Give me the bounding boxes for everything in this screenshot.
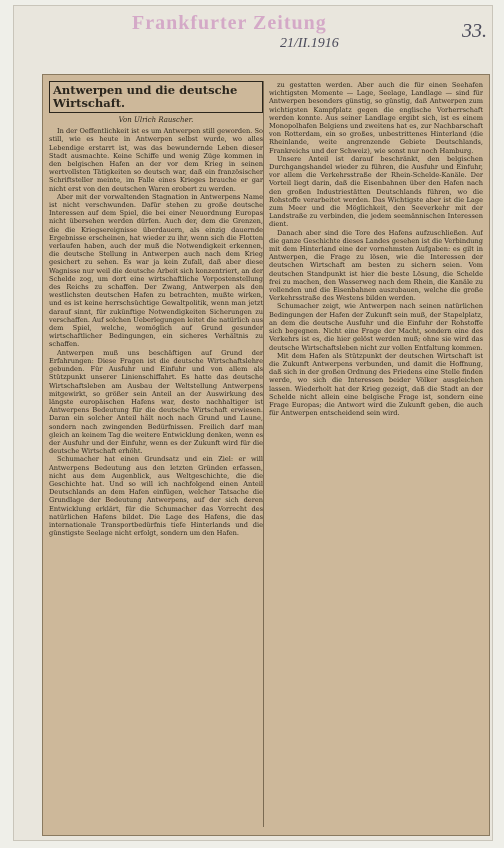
article-paragraph: Schumacher hat einen Grundsatz und ein Ziel: er will Antwerpens Bedeutung aus den letzten Gründen erfassen, nicht aus dem Augenblick, aus Weltgeschichte, die die Geschichte hat. Und so will ich nachfolgend einen Anteil Deutschlands an dem Hafen einfügen, welcher Tatsache die Grundlage der Bedeutung Antwerpens, auf der sich deren Entwicklung erklärt, für die Schumacher das Vorrecht des natürlichen Hafens bildet. Die Lage des Hafens, die das internationale Transportbedürfnis tiefe Hinterlands und die günstigste Seelage nicht erfolgt, sondern um den Hafen.: [49, 455, 263, 538]
handwritten-number: 33.: [462, 20, 487, 42]
article-paragraph: zu gestatten werden. Aber auch die für einen Seehafen wichtigsten Momente — Lage, Seelage, Landlage — sind für Antwerpen besonders günstig, so günstig, daß Antwerpen zum wichtigsten Kampfplatz gegen die englische Vorherrschaft werden konnte. Aus seiner Landlage ergibt sich, ist es einem Monopolhafen Belgiens und zweitens hat es, zur Nachbarschaft von Rotterdam, ein so großes, unbestrittenes Hinterland (die Rheinlande, weite angrenzende Gebiete Deutschlands, Frankreichs und der Schweiz), wie sonst nur noch Hamburg.: [269, 81, 483, 155]
article-column-left: [49, 81, 263, 827]
newspaper-masthead-stamp: Frankfurter Zeitung: [132, 12, 327, 34]
column-divider: [263, 81, 264, 827]
article-paragraph: Antwerpen muß uns beschäftigen auf Grund der Erfahrungen: Diese Fragen ist die deutsche Wirtschaftslehre gebunden. Für Ausfuhr und Einfuhr und von allem als Stützpunkt unserer Linienschiffahrt. Es hatte das deutsche Wirtschaftsleben am Ausbau der Weltstellung Antwerpens mitgewirkt, so größer sein Anteil an der Auswirkung des längste europäischen Hafens war, desto nachhaltiger ist Antwerpens Bedeutung für die deutsche Wirtschaft erwiesen. Daran ein solcher Anteil hält noch nach Grund und Laune, sondern nach zwingenden Bedürfnissen. Freilich darf man gleich an keinem Tag die weitere Entwicklung denken, wenn es der Ausfuhr und der Einfuhr, wenn es der Zukunft wird für die deutsche Wirtschaft erhöht.: [49, 348, 263, 456]
article-title: Antwerpen und die deutsche Wirtschaft.: [53, 83, 238, 110]
article-paragraph: Mit dem Hafen als Stützpunkt der deutschen Wirtschaft ist die Zukunft Antwerpens verbunden, und damit die Hoffnung, daß sich in der großen Ordnung des Friedens eine Stelle finden werde, wo sich die Interessen beider Völker ausgleichen lassen. Wiederholt hat der Krieg gezeigt, daß die Stadt an der Schelde nicht allein eine belgische Frage ist, sondern eine Frage Europas; die Antwort wird die Zukunft geben, die auch für Antwerpen entscheidend sein wird.: [269, 351, 483, 418]
article-paragraph: Danach aber sind die Tore des Hafens aufzuschließen. Auf die ganze Geschichte dieses Landes gesehen ist die Verbindung mit dem Hinterland eine der vornehmsten Aufgaben: es gilt in Antwerpen, die Frage zu lösen, wie die Interessen der deutschen Wirtschaft am besten zu sichern seien. Vom deutschen Standpunkt ist hier die beste Lösung, die Schelde frei zu machen, den Wasserweg nach dem Rhein, die Kanäle zu vollenden und die Eisenbahnen auszubauen, welche die große Verkehrsstraße des Westens bilden werden.: [269, 228, 483, 303]
article-paragraph: Aber mit der vorwaltenden Stagnation in Antwerpens Name ist nicht verschwunden. Dafür stehen zu große deutsche Interessen auf dem Spiel, die bei einer Neuordnung Europas nicht übersehen werden dürfen. Auch der, dem die Grenzen, die die Kriegsereignisse überdauern, als einzig dauernde Ergebnisse erscheinen, hat wieder zu ihr, wenn sich die Flotten verlaufen haben, auch der muß die Notwendigkeit erkennen, die deutsche Stellung in Antwerpen auch nach dem Krieg gesichert zu sehen. Es war ja kein Zufall, daß aber diese Wagnisse nur weil die deutsche Arbeit sich konzentriert, an der Schelde zog, um dort eine wirtschaftliche Vorpostenstellung des Reichs zu schaffen. Der Zwang, Antwerpen als den westlichsten deutschen Hafen zu betrachten, mußte wirken, und es ist keine herrschsüchtige Gewaltpolitik, wenn man jetzt darauf sinnt, für zukünftige Notwendigkeiten Sicherungen zu verschaffen. Auf solchen Ueberlegungen leitet die natürlich aus dem Spiel, welche, womöglich auf Grund gesunder wirtschaftlicher Bedingungen, ein sicheres Verhältnis zu schaffen.: [49, 192, 263, 349]
article-paragraph: Unsere Anteil ist darauf beschränkt, den belgischen Durchgangshandel wieder zu führen, die Ausfuhr und Einfuhr, vor allem die Verkehrsstraße der Rhein-Schelde-Kanäle. Der Vorteil liegt darin, daß die Eisenbahnen über den Hafen nach den großen Industriestätten Deutschlands führen, wo die Rohstoffe verarbeitet werden. Das Wichtigste aber ist die Lage zum Meer und die Möglichkeit, den Seeverkehr mit der Landstraße zu verbinden, die jedem seemännischen Interessen dient.: [269, 154, 483, 229]
article-byline: Von Ulrich Rauscher.: [118, 116, 194, 124]
headline-box: [49, 81, 263, 113]
handwritten-date: 21/II.1916: [280, 36, 339, 51]
newspaper-clipping: [42, 74, 490, 836]
article-paragraph: Schumacher zeigt, wie Antwerpen nach seinen natürlichen Bedingungen der Hafen der Zukunft sein muß, der Stapelplatz, an dem die deutsche Ausfuhr und die Einfuhr der Rohstoffe sich begegnen. Nicht eine Frage der Macht, sondern eine des Verkehrs ist es, die hier gelöst werden muß; ohne sie wird das deutsche Wirtschaftsleben nicht zur vollen Entfaltung kommen.: [269, 302, 483, 352]
article-column-right: [269, 81, 483, 827]
archive-sheet: [14, 6, 492, 840]
article-paragraph: In der Oeffentlichkeit ist es um Antwerpen still geworden. So still, wie es heute in Antwerpen selbst wurde, wo alles Lebendige erstarrt ist, was das bewundernde Leben dieser Stadt ausmachte. Keine Schiffe und wenig Züge kommen in den belgischen Hafen an der vor dem Krieg in seinen wertvollsten Tätigkeiten so deutsch war, daß ein französischer Schriftsteller meinte, im Falle eines Krieges brauche er gar nicht erst von den deutschen Waren erobert zu werden.: [49, 127, 263, 193]
